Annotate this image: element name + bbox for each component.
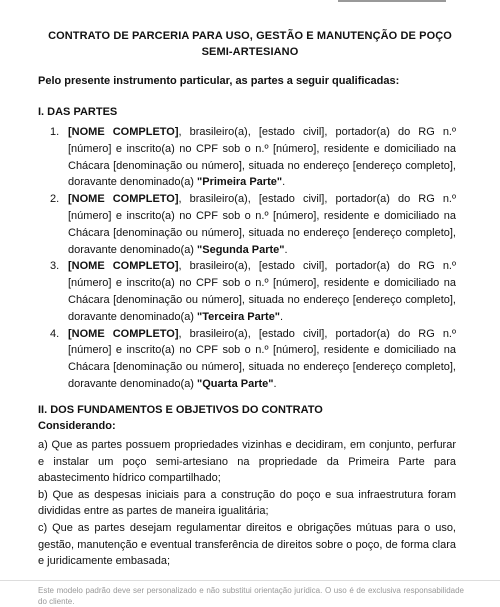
party-end: . [282,176,286,189]
intro-paragraph: Pelo presente instrumento particular, as partes a seguir qualificadas: [38,75,400,87]
party-item [38,258,456,325]
party-number: 4. [50,327,60,340]
party-end: . [284,243,288,256]
party-item [38,326,456,393]
party-name: [NOME COMPLETO] [68,193,179,206]
consideration-item: c) Que as partes desejam regulamentar direitos e obrigações mútuas para o uso, gestão, manutenção e eventual transferência de direitos sobre o poço, de forma clara e juridicamente embasada; [38,521,456,568]
contract-title: CONTRATO DE PARCERIA PARA USO, GESTÃO E MANUTENÇÃO DE POÇO SEMI-ARTESIANO [48,30,452,58]
party-details: , brasileiro(a), [estado civil], portador(a) do RG n.º [número] e inscrito(a) no CPF sob o n.º [número], residente e domiciliado na Chácara [denominação ou número], situada no endereço [endereço completo], doravante denominado(a) [68,260,457,323]
party-number: 2. [50,193,60,206]
consideration-item: b) Que as despesas iniciais para a construção do poço e sua infraestrutura foram divididas entre as partes de maneira igualitária; [38,488,456,518]
consideration-item: a) Que as partes possuem propriedades vizinhas e decidiram, em conjunto, perfurar e instalar um poço semi-artesiano na propriedade da Primeira Parte para abastecimento hídrico compartilhado; [38,439,456,485]
party-label: "Terceira Parte" [197,310,281,323]
party-label: "Primeira Parte" [197,176,283,189]
section-heading-parties: I. DAS PARTES [38,106,118,118]
party-name: [NOME COMPLETO] [68,327,179,340]
party-number: 1. [50,126,60,138]
considerations-list [38,437,456,570]
top-rule-divider [338,0,446,2]
party-item [38,191,456,258]
disclaimer-footer [0,580,500,606]
disclaimer-text: Este modelo padrão deve ser personalizado e não substitui orientação jurídica. O uso é de exclusiva responsabilidade do cliente. [38,586,464,606]
party-details: , brasileiro(a), [estado civil], portador(a) do RG n.º [número] e inscrito(a) no CPF sob o n.º [número], residente e domiciliado na Chácara [denominação ou número], situada no endereço [endereço completo], doravante denominado(a) [68,193,457,256]
party-item [38,124,456,191]
party-name: [NOME COMPLETO] [68,126,179,138]
parties-list [38,124,456,393]
party-end: . [273,377,277,390]
party-end: . [280,310,284,323]
considerando-label: Considerando: [38,420,116,432]
party-number: 3. [50,260,60,273]
party-label: "Quarta Parte" [197,377,274,390]
party-details: , brasileiro(a), [estado civil], portador(a) do RG n.º [número] e inscrito(a) no CPF sob o n.º [número], residente e domiciliado na Chácara [denominação ou número], situada no endereço [endereço completo], doravante denominado(a) [68,327,457,390]
party-name: [NOME COMPLETO] [68,260,179,273]
party-details: , brasileiro(a), [estado civil], portador(a) do RG n.º [número] e inscrito(a) no CPF sob o n.º [número], residente e domiciliado na Chácara [denominação ou número], situada no endereço [endereço completo], doravante denominado(a) [68,126,457,189]
party-label: "Segunda Parte" [197,243,285,256]
section-heading-fundamentos: II. DOS FUNDAMENTOS E OBJETIVOS DO CONTRATO [38,404,323,416]
